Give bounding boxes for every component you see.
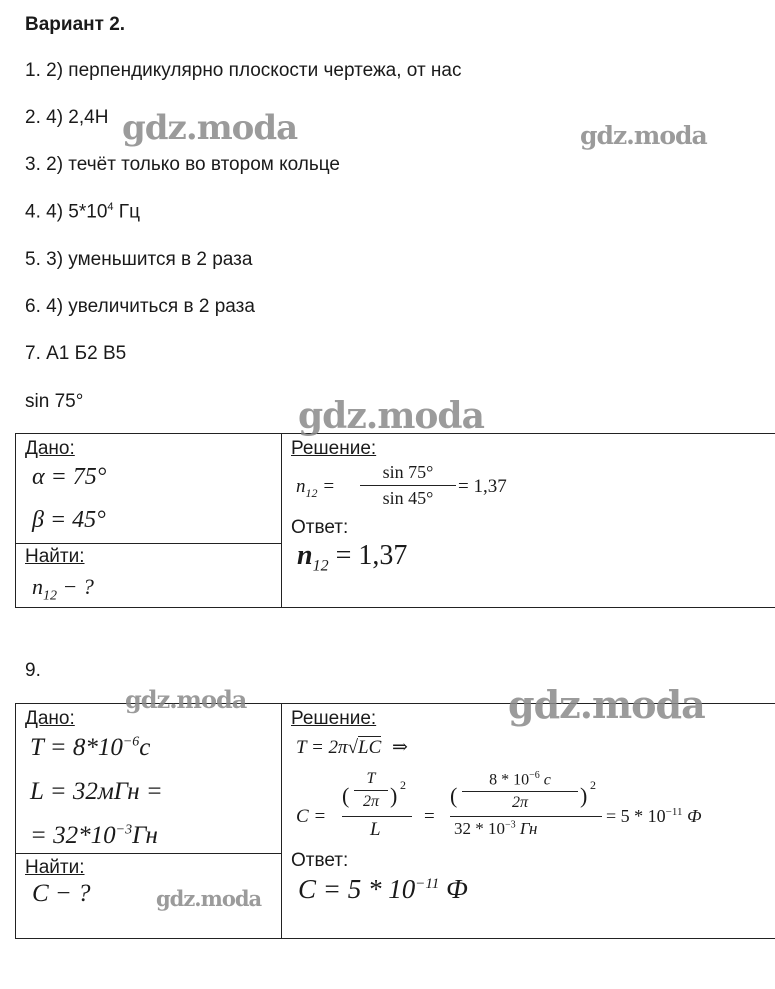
watermark-logo: gdz.moda [122, 108, 298, 148]
p8-solution-label: Решение: [291, 438, 377, 459]
p9-L: L = 32мГн = [30, 778, 163, 805]
p9-solution-label: Решение: [291, 708, 377, 729]
p9-eq1: T = 2π√LC ⇒ [296, 737, 408, 758]
answer-6: 6. 4) увеличиться в 2 раза [25, 296, 255, 317]
p9-answer-label: Ответ: [291, 850, 349, 871]
answer-3: 3. 2) течёт только во втором кольце [25, 154, 340, 175]
problem-8-number: sin 75° [25, 391, 84, 412]
watermark-logo: gdz.moda [508, 682, 705, 727]
watermark-logo: gdz.moda [156, 886, 262, 911]
p9-C-eq: C = [296, 806, 327, 827]
p9-fraction-1: ( T 2π ) 2 L [340, 770, 414, 840]
watermark-logo: gdz.moda [125, 685, 247, 714]
p8-answer-label: Ответ: [291, 517, 349, 538]
p8-answer: $n_{12} = 1,37$ [297, 540, 408, 575]
p8-find-label: Найти: [25, 546, 85, 567]
page-title: Вариант 2. [25, 14, 126, 35]
problem-8-given-divider [15, 543, 281, 544]
p9-result: = $5 * 10^{-11}$ Ф [606, 806, 702, 826]
answer-7: 7. А1 Б2 В5 [25, 343, 127, 364]
p8-beta: β = 45° [32, 507, 106, 533]
p9-given-label: Дано: [25, 708, 75, 729]
problem-9-given-divider [15, 853, 281, 854]
p8-n12: $n_{12}$ = [296, 476, 336, 500]
p9-fraction-2: ( $8 * 10^{-6}$ c 2π ) 2 $32 * 10^{-3}$ Гн [446, 770, 606, 840]
p8-result: = 1,37 [458, 476, 507, 497]
p9-find-label: Найти: [25, 857, 85, 878]
problem-9-divider [281, 703, 282, 938]
p8-find: $n_{12}$ − ? [32, 574, 94, 604]
p8-fraction: sin 75° sin 45° [360, 462, 456, 509]
watermark-logo: gdz.moda [298, 395, 484, 437]
problem-8-divider [281, 433, 282, 607]
problem-8-table [15, 433, 775, 608]
answer-4: 4. 4) $5*10^4$ Гц [25, 201, 140, 223]
p8-given-label: Дано: [25, 438, 75, 459]
p9-answer: $C = 5 * 10^{-11}$ Ф [298, 874, 468, 904]
answer-5: 5. 3) уменьшится в 2 раза [25, 249, 253, 270]
p9-eq-sign: = [424, 806, 435, 827]
answer-1: 1. 2) перпендикулярно плоскости чертежа, от нас [25, 60, 462, 81]
p8-alpha: α = 75° [32, 464, 107, 490]
p9-T: $T = 8*10^{-6}c$ [30, 734, 151, 761]
problem-9-number: 9. [25, 660, 41, 681]
p9-L2: = $32*10^{-3}Гн$ [30, 822, 158, 849]
answer-2: 2. 4) 2,4Н [25, 107, 109, 128]
p9-find: C − ? [32, 880, 91, 907]
watermark-logo: gdz.moda [580, 121, 707, 150]
